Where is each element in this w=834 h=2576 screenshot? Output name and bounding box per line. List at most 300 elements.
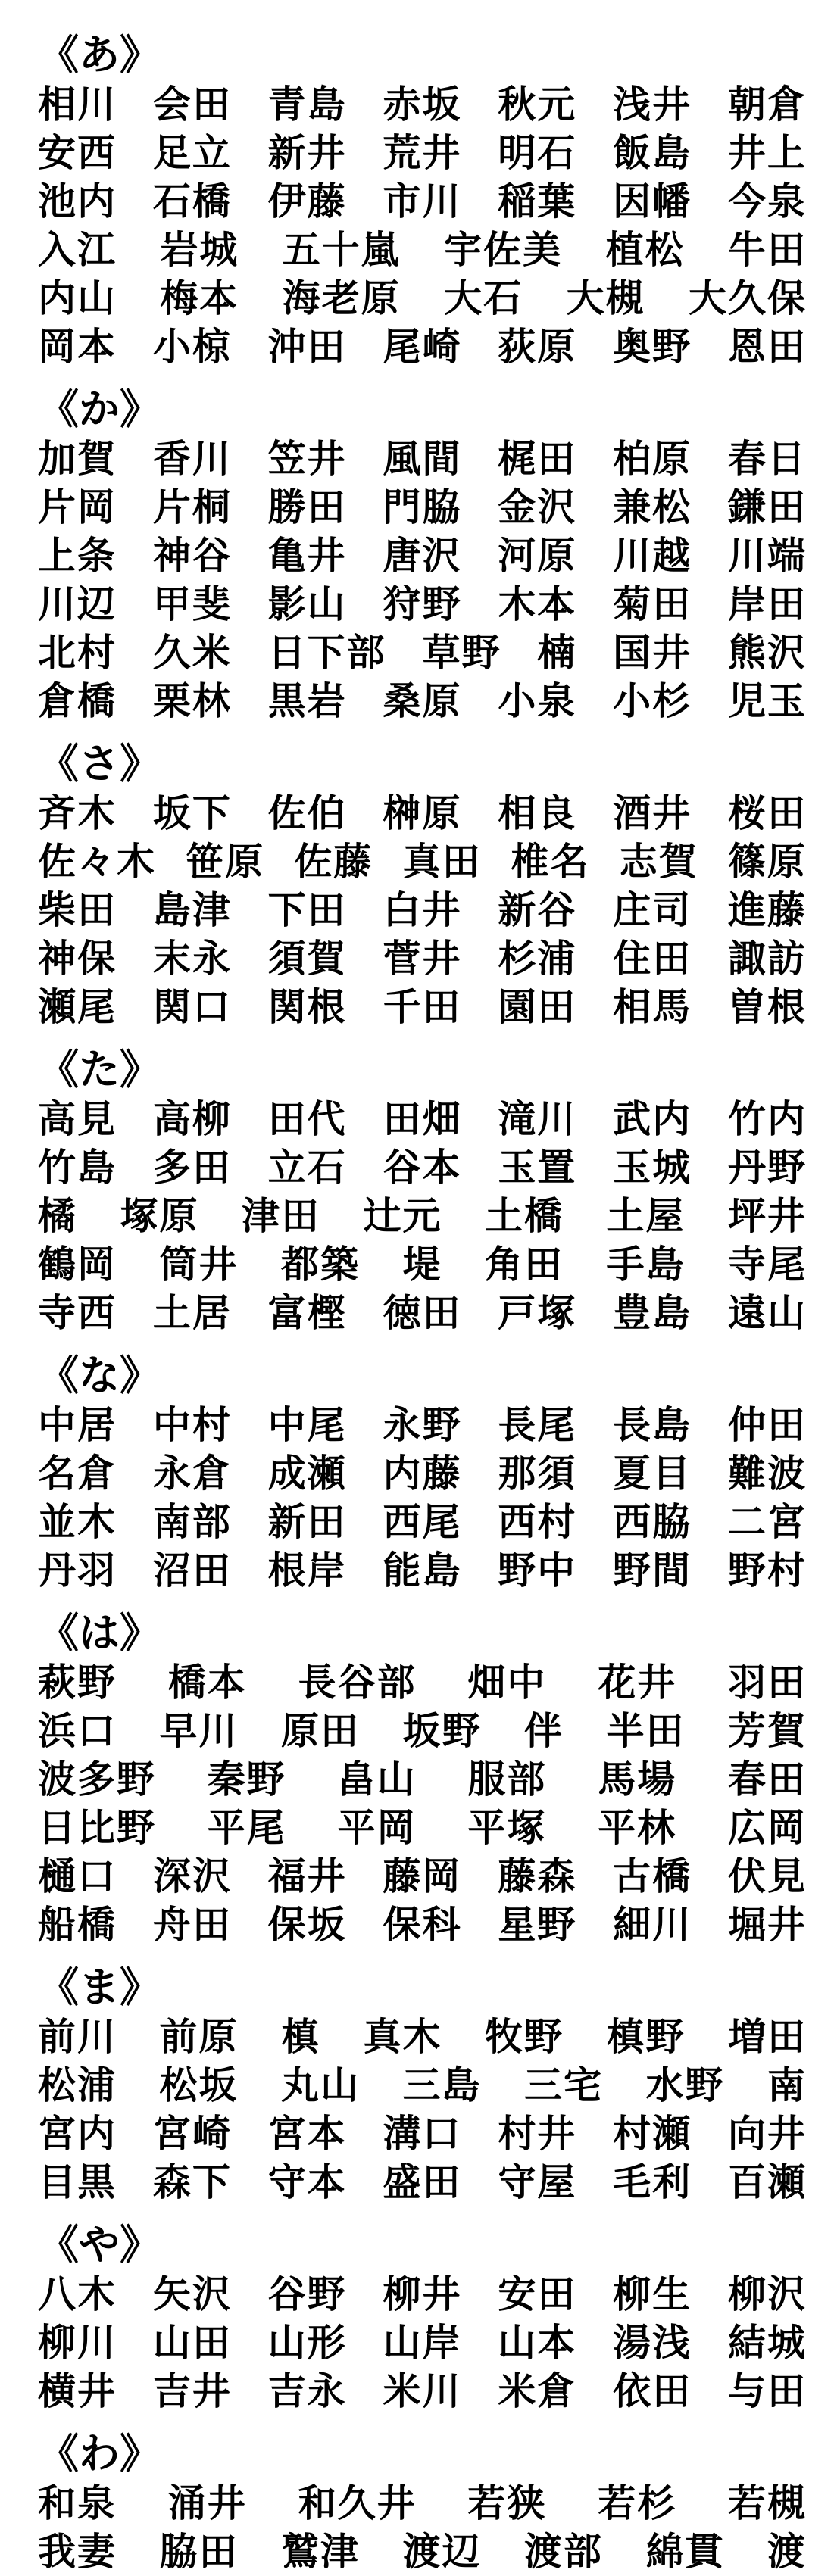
surname: 波多野 <box>38 1757 156 1801</box>
surname: 片岡 <box>38 485 117 529</box>
surname: 大久保 <box>688 276 807 320</box>
surname: 寺尾 <box>728 1243 807 1286</box>
surname: 手島 <box>606 1243 686 1286</box>
surname: 安西 <box>38 131 117 175</box>
surname: 狩野 <box>383 582 462 626</box>
surname: 富樫 <box>267 1291 347 1335</box>
surname: 都築 <box>281 1243 360 1286</box>
surname: 玉置 <box>498 1146 577 1190</box>
surname: 大槻 <box>566 276 645 320</box>
surname: 田畑 <box>383 1097 462 1141</box>
surname-row <box>38 1901 807 1949</box>
kana-section <box>38 1351 807 1595</box>
surname: 青島 <box>267 83 347 126</box>
surname: 樋口 <box>38 1854 117 1898</box>
surname: 田代 <box>267 1097 347 1141</box>
surname: 水野 <box>645 2063 725 2107</box>
surname: 土居 <box>152 1291 232 1335</box>
surname: 草野 <box>422 631 501 675</box>
surname: 渡 <box>767 2530 807 2574</box>
surname-row <box>38 80 807 129</box>
surname: 向井 <box>727 2112 807 2156</box>
surname: 神保 <box>38 937 117 981</box>
surname: 山形 <box>267 2321 347 2365</box>
surname: 風間 <box>383 437 462 481</box>
surname: 明石 <box>498 131 577 175</box>
surname: 辻元 <box>363 1194 442 1238</box>
surname-row <box>38 1546 807 1595</box>
surname-row <box>38 1498 807 1546</box>
surname: 柏原 <box>613 437 692 481</box>
surname: 荒井 <box>383 131 462 175</box>
surname: 新田 <box>267 1500 347 1544</box>
surname: 木本 <box>498 582 577 626</box>
surname-row <box>38 628 807 677</box>
surname: 梶田 <box>498 437 577 481</box>
surname-row <box>38 2479 807 2528</box>
surname-row <box>38 1707 807 1755</box>
surname: 庄司 <box>613 888 692 932</box>
surname: 角田 <box>485 1243 564 1286</box>
surname: 横井 <box>38 2369 117 2413</box>
surname: 二宮 <box>727 1500 807 1544</box>
surname: 畠山 <box>337 1757 417 1801</box>
surname: 栗林 <box>152 679 232 723</box>
surname: 下田 <box>267 888 347 932</box>
surname: 前原 <box>159 2015 239 2059</box>
surname: 杉浦 <box>498 937 577 981</box>
surname: 諏訪 <box>727 937 807 981</box>
surname: 八木 <box>38 2272 117 2316</box>
section-spacer <box>38 2206 807 2220</box>
surname: 堤 <box>402 1243 442 1286</box>
surname: 吉井 <box>152 2369 232 2413</box>
surname: 馬場 <box>598 1757 677 1801</box>
surname: 川端 <box>727 534 807 578</box>
surname: 星野 <box>498 1903 577 1947</box>
surname: 萩野 <box>38 1661 117 1704</box>
surname: 秦野 <box>207 1757 286 1801</box>
surname: 吉永 <box>267 2369 347 2413</box>
surname-row <box>38 1658 807 1707</box>
surname: 槙 <box>281 2015 320 2059</box>
surname: 宮本 <box>267 2112 347 2156</box>
surname: 湯浅 <box>613 2321 692 2365</box>
surname: 島津 <box>152 888 232 932</box>
surname: 結城 <box>727 2321 807 2365</box>
surname: 我妻 <box>38 2530 117 2574</box>
surname: 目黒 <box>38 2160 117 2204</box>
surname: 長尾 <box>498 1403 577 1447</box>
surname: 亀井 <box>267 534 347 578</box>
surname: 半田 <box>606 1709 686 1753</box>
surname: 福井 <box>267 1854 347 1898</box>
section-header: 《な》 <box>38 1352 161 1399</box>
surname: 川辺 <box>38 582 117 626</box>
surname-row <box>38 1095 807 1143</box>
surname: 多田 <box>152 1146 232 1190</box>
surname: 津田 <box>242 1194 320 1238</box>
surname: 竹内 <box>727 1097 807 1141</box>
surname: 和泉 <box>38 2481 117 2525</box>
kana-section <box>38 30 807 371</box>
surname-row <box>38 2528 807 2576</box>
surname: 朝倉 <box>727 83 807 126</box>
surname-row <box>38 129 807 177</box>
surname: 神谷 <box>152 534 232 578</box>
surname: 百瀬 <box>727 2160 807 2204</box>
surname-row <box>38 274 807 323</box>
surname: 進藤 <box>727 888 807 932</box>
surname: 海老原 <box>282 276 401 320</box>
surname: 盛田 <box>383 2160 462 2204</box>
surname: 加賀 <box>38 437 117 481</box>
surname: 羽田 <box>727 1661 807 1704</box>
surname: 白井 <box>383 888 462 932</box>
surname: 南部 <box>152 1500 232 1544</box>
surname: 榊原 <box>383 791 462 835</box>
surname: 梅本 <box>160 276 239 320</box>
surname-row <box>38 435 807 483</box>
surname: 豊島 <box>613 1291 692 1335</box>
surname: 植松 <box>605 228 685 272</box>
surname: 毛利 <box>613 2160 692 2204</box>
surname: 増田 <box>728 2015 807 2059</box>
surname-row <box>38 983 807 1031</box>
section-spacer <box>38 371 807 385</box>
surname: 斉木 <box>38 791 117 835</box>
surname: 野中 <box>498 1548 577 1592</box>
surname: 篠原 <box>727 840 807 884</box>
surname: 舟田 <box>152 1903 232 1947</box>
surname: 芳賀 <box>728 1709 807 1753</box>
surname: 鶴岡 <box>38 1243 117 1286</box>
surname-row <box>38 1755 807 1804</box>
surname: 難波 <box>727 1452 807 1495</box>
surname: 成瀬 <box>267 1452 347 1495</box>
surname: 柳沢 <box>727 2272 807 2316</box>
surname-row <box>38 1143 807 1192</box>
surname: 今泉 <box>727 179 807 223</box>
surname: 高柳 <box>152 1097 232 1141</box>
surname: 船橋 <box>38 1903 117 1947</box>
surname: 筒井 <box>159 1243 239 1286</box>
surname: 恩田 <box>727 325 807 369</box>
surname: 春日 <box>727 437 807 481</box>
surname: 奥野 <box>613 325 692 369</box>
surname: 村井 <box>498 2112 577 2156</box>
surname: 伴 <box>524 1709 564 1753</box>
surname: 岩城 <box>160 228 239 272</box>
kana-section <box>38 739 807 1031</box>
surname: 松坂 <box>159 2063 239 2107</box>
surname: 相良 <box>498 791 577 835</box>
surname: 日比野 <box>38 1806 156 1850</box>
surname: 新井 <box>267 131 347 175</box>
surname: 根岸 <box>267 1548 347 1592</box>
section-header: 《か》 <box>38 385 161 433</box>
surname: 伏見 <box>727 1854 807 1898</box>
surname: 浅井 <box>613 83 692 126</box>
surname-row <box>38 177 807 226</box>
surname-row <box>38 2319 807 2367</box>
surname: 香川 <box>152 437 232 481</box>
surname: 浜口 <box>38 1709 117 1753</box>
surname: 夏目 <box>613 1452 692 1495</box>
surname: 深沢 <box>152 1854 232 1898</box>
surname: 渡部 <box>524 2530 603 2574</box>
surname: 桑原 <box>383 679 462 723</box>
surname: 井上 <box>727 131 807 175</box>
surname: 久米 <box>152 631 232 675</box>
surname: 森下 <box>152 2160 232 2204</box>
surname: 矢沢 <box>152 2272 232 2316</box>
surname: 西村 <box>498 1500 577 1544</box>
surname: 遠山 <box>727 1291 807 1335</box>
surname: 谷野 <box>267 2272 347 2316</box>
surname: 沖田 <box>267 325 347 369</box>
surname: 平尾 <box>207 1806 286 1850</box>
surname: 牛田 <box>727 228 807 272</box>
surname: 笠井 <box>267 437 347 481</box>
surname: 上条 <box>38 534 117 578</box>
surname-row <box>38 2013 807 2061</box>
surname: 若狭 <box>467 2481 547 2525</box>
surname: 日下部 <box>267 631 386 675</box>
surname: 溝口 <box>383 2112 462 2156</box>
surname: 保科 <box>383 1903 462 1947</box>
kana-section <box>38 1045 807 1337</box>
surname: 野村 <box>727 1548 807 1592</box>
surname: 松浦 <box>38 2063 117 2107</box>
surname: 若杉 <box>598 2481 677 2525</box>
surname: 那須 <box>498 1452 577 1495</box>
surname: 末永 <box>152 937 232 981</box>
surname: 真木 <box>363 2015 442 2059</box>
surname: 西尾 <box>383 1500 462 1544</box>
surname-row <box>38 1804 807 1852</box>
surname: 園田 <box>498 985 577 1029</box>
surname: 柳井 <box>383 2272 462 2316</box>
surname: 関根 <box>267 985 347 1029</box>
surname: 鷲津 <box>281 2530 360 2574</box>
surname: 金沢 <box>498 485 577 529</box>
kana-section <box>38 1608 807 1949</box>
surname: 丸山 <box>281 2063 360 2107</box>
surname: 保坂 <box>267 1903 347 1947</box>
surname: 永倉 <box>152 1452 232 1495</box>
section-spacer <box>38 1595 807 1608</box>
surname: 楠 <box>537 631 577 675</box>
surname: 稲葉 <box>498 179 577 223</box>
surname: 住田 <box>613 937 692 981</box>
surname: 笹原 <box>186 840 265 884</box>
surname: 尾崎 <box>383 325 462 369</box>
surname: 内藤 <box>383 1452 462 1495</box>
surname: 並木 <box>38 1500 117 1544</box>
section-spacer <box>38 1031 807 1045</box>
surname-row <box>38 886 807 934</box>
surname: 米倉 <box>498 2369 577 2413</box>
section-header: 《は》 <box>38 1609 161 1657</box>
surname-row <box>38 1289 807 1337</box>
surname: 服部 <box>467 1757 547 1801</box>
surname: 長島 <box>613 1403 692 1447</box>
surname: 与田 <box>727 2369 807 2413</box>
surname: 千田 <box>383 985 462 1029</box>
surname: 高見 <box>38 1097 117 1141</box>
surname: 沼田 <box>152 1548 232 1592</box>
surname: 寺西 <box>38 1291 117 1335</box>
surname-row <box>38 2367 807 2415</box>
surname: 国井 <box>613 631 692 675</box>
surname: 山岸 <box>383 2321 462 2365</box>
surname-row <box>38 1449 807 1498</box>
surname: 平岡 <box>337 1806 417 1850</box>
surname: 椎名 <box>511 840 590 884</box>
surname: 門脇 <box>383 485 462 529</box>
surname-row <box>38 789 807 837</box>
surname: 野間 <box>613 1548 692 1592</box>
surname: 中居 <box>38 1403 117 1447</box>
surname: 宇佐美 <box>444 228 563 272</box>
surname-row <box>38 1401 807 1449</box>
surname: 橘 <box>38 1194 77 1238</box>
surname: 川越 <box>613 534 692 578</box>
surname: 新谷 <box>498 888 577 932</box>
surname: 綿貫 <box>645 2530 725 2574</box>
surname: 山田 <box>152 2321 232 2365</box>
surname: 南 <box>767 2063 807 2107</box>
surname: 影山 <box>267 582 347 626</box>
surname: 村瀬 <box>613 2112 692 2156</box>
surname: 竹島 <box>38 1146 117 1190</box>
surname: 相川 <box>38 83 117 126</box>
surname-row <box>38 1192 807 1240</box>
surname: 飯島 <box>613 131 692 175</box>
kana-section <box>38 2429 807 2576</box>
surname: 中尾 <box>267 1403 347 1447</box>
surname: 岸田 <box>727 582 807 626</box>
section-header: 《や》 <box>38 2221 161 2269</box>
surname-row <box>38 323 807 371</box>
surname: 坂野 <box>402 1709 482 1753</box>
surname: 牧野 <box>485 2015 564 2059</box>
section-header: 《わ》 <box>38 2430 161 2478</box>
surname-row <box>38 580 807 628</box>
section-header: 《ま》 <box>38 1963 161 2011</box>
surname-row <box>38 2158 807 2206</box>
section-spacer <box>38 725 807 739</box>
surname: 池内 <box>38 179 117 223</box>
surname: 赤坂 <box>383 83 462 126</box>
surname: 武内 <box>613 1097 692 1141</box>
surname: 槙野 <box>606 2015 686 2059</box>
surname: 入江 <box>38 228 117 272</box>
surname: 中村 <box>152 1403 232 1447</box>
surname: 甲斐 <box>152 582 232 626</box>
surname-row <box>38 934 807 983</box>
surname: 藤岡 <box>383 1854 462 1898</box>
surname: 名倉 <box>38 1452 117 1495</box>
kana-section <box>38 2220 807 2415</box>
section-header: 《さ》 <box>38 740 161 787</box>
surname: 宮内 <box>38 2112 117 2156</box>
surname: 西脇 <box>613 1500 692 1544</box>
surname: 勝田 <box>267 485 347 529</box>
surname: 桜田 <box>727 791 807 835</box>
surname: 守屋 <box>498 2160 577 2204</box>
surname: 大石 <box>444 276 523 320</box>
surname: 戸塚 <box>498 1291 577 1335</box>
surname: 志賀 <box>619 840 698 884</box>
surname: 児玉 <box>727 679 807 723</box>
surname: 鎌田 <box>727 485 807 529</box>
surname: 秋元 <box>498 83 577 126</box>
surname: 熊沢 <box>727 631 807 675</box>
section-spacer <box>38 2415 807 2429</box>
surname: 谷本 <box>383 1146 462 1190</box>
surname: 須賀 <box>267 937 347 981</box>
surname: 土橋 <box>485 1194 564 1238</box>
surname-row <box>38 2061 807 2110</box>
surname: 春田 <box>727 1757 807 1801</box>
surname: 丹羽 <box>38 1548 117 1592</box>
section-header: 《あ》 <box>38 31 161 79</box>
surname: 会田 <box>152 83 232 126</box>
surname: 三島 <box>402 2063 482 2107</box>
surname: 酒井 <box>613 791 692 835</box>
surname: 佐々木 <box>38 840 156 884</box>
surname: 柳川 <box>38 2321 117 2365</box>
surname: 柳生 <box>613 2272 692 2316</box>
kana-section <box>38 1963 807 2206</box>
surname: 原田 <box>281 1709 360 1753</box>
surname: 広岡 <box>727 1806 807 1850</box>
surname: 兼松 <box>613 485 692 529</box>
section-spacer <box>38 1949 807 1963</box>
surname: 柴田 <box>38 888 117 932</box>
surname: 因幡 <box>613 179 692 223</box>
surname: 片桐 <box>152 485 232 529</box>
surname: 堀井 <box>727 1903 807 1947</box>
surname: 関口 <box>152 985 232 1029</box>
surname: 長谷部 <box>298 1661 417 1704</box>
surname: 花井 <box>598 1661 677 1704</box>
surname: 藤森 <box>498 1854 577 1898</box>
surname: 玉城 <box>613 1146 692 1190</box>
surname: 足立 <box>152 131 232 175</box>
surname-row <box>38 226 807 274</box>
surname: 坪井 <box>728 1194 807 1238</box>
surname: 佐藤 <box>294 840 373 884</box>
surname: 小杉 <box>613 679 692 723</box>
surname: 菊田 <box>613 582 692 626</box>
surname-row <box>38 2270 807 2319</box>
surname: 依田 <box>613 2369 692 2413</box>
surname: 荻原 <box>498 325 577 369</box>
surname: 永野 <box>383 1403 462 1447</box>
section-header: 《た》 <box>38 1046 161 1093</box>
surname: 佐伯 <box>267 791 347 835</box>
surname-row <box>38 677 807 725</box>
surname: 能島 <box>383 1548 462 1592</box>
surname: 平塚 <box>467 1806 547 1850</box>
surname: 内山 <box>38 276 117 320</box>
surname: 北村 <box>38 631 117 675</box>
surname: 五十嵐 <box>282 228 401 272</box>
surname: 山本 <box>498 2321 577 2365</box>
